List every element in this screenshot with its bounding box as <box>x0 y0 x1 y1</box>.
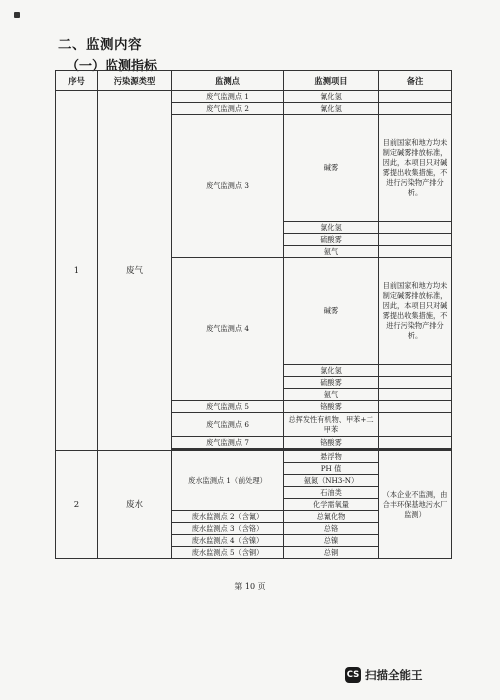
table-header-row <box>56 71 452 91</box>
subsection-title: （一）监测指标 <box>66 59 158 74</box>
cell-point: 废气监测点 1 <box>172 91 284 103</box>
cell-point: 废水监测点 5（含铜） <box>172 547 284 559</box>
cell-note: （本企业不监测，由合丰环保基地污水厂监测） <box>379 451 452 559</box>
header-note: 备注 <box>379 71 452 91</box>
table-row <box>56 91 452 103</box>
cell-item: 石油类 <box>284 487 379 499</box>
cell-no: 2 <box>56 451 98 559</box>
cell-note-empty <box>379 401 452 413</box>
cell-point: 废水监测点 1（前处理） <box>172 451 284 511</box>
header-point: 监测点 <box>172 71 284 91</box>
cell-note-empty <box>379 389 452 401</box>
watermark-text: 扫描全能王 <box>365 668 423 682</box>
header-no: 序号 <box>56 71 98 91</box>
cell-item: 氨气 <box>284 389 379 401</box>
cell-item: 碱雾 <box>284 115 379 222</box>
cell-note-empty <box>379 234 452 246</box>
cell-note-empty <box>379 377 452 389</box>
header-item: 监测项目 <box>284 71 379 91</box>
cell-note: 目前国家和地方均未制定碱雾排放标准，因此，本项目只对碱雾提出收集措施，不进行污染物产排分析。 <box>379 258 452 365</box>
cell-point: 废气监测点 5 <box>172 401 284 413</box>
cell-point: 废气监测点 2 <box>172 103 284 115</box>
cell-item: 总铬 <box>284 523 379 535</box>
cell-type: 废水 <box>98 451 172 559</box>
cell-item: 氨气 <box>284 246 379 258</box>
cell-item: 氨氮（NH3-N） <box>284 475 379 487</box>
cell-note-empty <box>379 413 452 437</box>
cell-item: 总挥发性有机物、甲苯+二甲苯 <box>284 413 379 437</box>
cell-item: 总铜 <box>284 547 379 559</box>
cell-no: 1 <box>56 91 98 451</box>
cell-note-empty <box>379 246 452 258</box>
cell-note-empty <box>379 103 452 115</box>
cell-item: 化学需氧量 <box>284 499 379 511</box>
corner-mark <box>14 12 20 18</box>
cell-note-empty <box>379 91 452 103</box>
cell-item: 氯化氢 <box>284 365 379 377</box>
cell-item: 碱雾 <box>284 258 379 365</box>
header-type: 污染源类型 <box>98 71 172 91</box>
camscanner-logo-icon: CS <box>345 667 361 683</box>
cell-type: 废气 <box>98 91 172 451</box>
cell-item: 硫酸雾 <box>284 234 379 246</box>
cell-note-empty <box>379 437 452 449</box>
monitoring-table <box>55 70 452 559</box>
cell-item: 铬酸雾 <box>284 437 379 449</box>
cell-item: 总氰化物 <box>284 511 379 523</box>
cell-note-empty <box>379 222 452 234</box>
cell-item: 铬酸雾 <box>284 401 379 413</box>
cell-point: 废水监测点 2（含氰） <box>172 511 284 523</box>
cell-note: 目前国家和地方均未制定碱雾排放标准，因此，本项目只对碱雾提出收集措施，不进行污染物产排分析。 <box>379 115 452 222</box>
cell-item: 硫酸雾 <box>284 377 379 389</box>
cell-item: 总镍 <box>284 535 379 547</box>
cell-item: PH 值 <box>284 463 379 475</box>
section-title: 二、监测内容 <box>58 37 142 53</box>
cell-item: 氯化氢 <box>284 222 379 234</box>
cell-item: 氰化氢 <box>284 91 379 103</box>
cell-item: 氰化氢 <box>284 103 379 115</box>
page-number: 第 10 页 <box>234 582 266 591</box>
scanner-watermark <box>345 667 423 683</box>
cell-note-empty <box>379 365 452 377</box>
cell-point: 废水监测点 4（含镍） <box>172 535 284 547</box>
cell-point: 废气监测点 7 <box>172 437 284 449</box>
cell-point: 废水监测点 3（含铬） <box>172 523 284 535</box>
cell-point: 废气监测点 4 <box>172 258 284 401</box>
cell-point: 废气监测点 3 <box>172 115 284 258</box>
cell-item: 悬浮物 <box>284 451 379 463</box>
cell-point: 废气监测点 6 <box>172 413 284 437</box>
table-row <box>56 451 452 463</box>
